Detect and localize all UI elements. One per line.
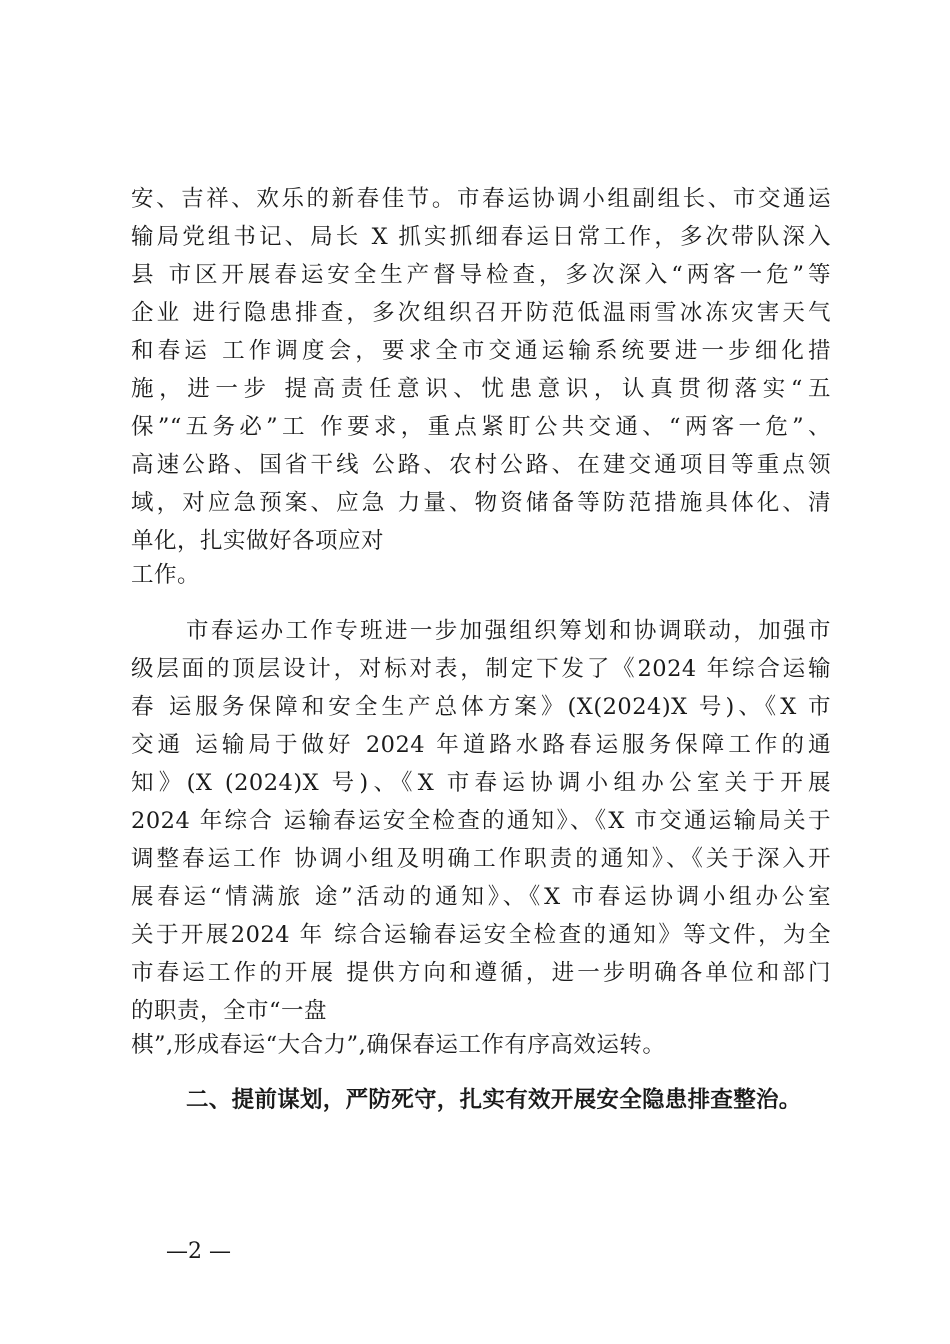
text-line: 交通 运输局于做好 2024 年道路水路春运服务保障工作的通 <box>131 732 831 758</box>
text-line: 域，对应急预案、应急 力量、物资储备等防范措施具体化、清 <box>131 490 831 516</box>
text-line: 安、吉祥、欢乐的新春佳节。市春运协调小组副组长、市交通运 <box>131 186 831 212</box>
page-number: —2 — <box>166 1239 231 1264</box>
text-line: 施，进一步 提高责任意识、忧患意识，认真贯彻落实“五 <box>131 376 831 402</box>
text-line: 输局党组书记、局长 X 抓实抓细春运日常工作，多次带队深入 <box>131 224 831 250</box>
text-line: 市春运办工作专班进一步加强组织筹划和协调联动，加强市 <box>186 618 831 644</box>
text-line: 关于开展2024 年 综合运输春运安全检查的通知》等文件，为全 <box>131 922 831 948</box>
text-line: 棋”,形成春运“大合力”,确保春运工作有序高效运转。 <box>131 1032 666 1058</box>
text-line: 市春运工作的开展 提供方向和遵循，进一步明确各单位和部门 <box>131 960 831 986</box>
text-line: 级层面的顶层设计，对标对表，制定下发了《2024 年综合运输 <box>131 656 831 682</box>
text-line: 春 运服务保障和安全生产总体方案》(X(2024)X 号)、《X 市 <box>131 694 831 720</box>
text-line: 展春运“情满旅 途”活动的通知》、《X 市春运协调小组办公室 <box>131 884 831 910</box>
text-line: 2024 年综合 运输春运安全检查的通知》、《X 市交通运输局关于 <box>131 808 831 834</box>
text-line: 的职责，全市“一盘 <box>131 998 328 1024</box>
section-heading: 二、提前谋划，严防死守，扎实有效开展安全隐患排查整治。 <box>186 1087 802 1113</box>
text-line: 高速公路、国省干线 公路、农村公路、在建交通项目等重点领 <box>131 452 831 478</box>
text-line: 和春运 工作调度会，要求全市交通运输系统要进一步细化措 <box>131 338 831 364</box>
text-line: 知》(X (2024)X 号)、《X 市春运协调小组办公室关于开展 <box>131 770 831 796</box>
text-line: 保”“五务必”工 作要求，重点紧盯公共交通、“两客一危”、 <box>131 414 831 440</box>
text-line: 工作。 <box>131 562 201 588</box>
text-line: 调整春运工作 协调小组及明确工作职责的通知》、《关于深入开 <box>131 846 831 872</box>
text-line: 企业 进行隐患排查，多次组织召开防范低温雨雪冰冻灾害天气 <box>131 300 831 326</box>
text-line: 单化，扎实做好各项应对 <box>131 528 385 554</box>
text-line: 县 市区开展春运安全生产督导检查，多次深入“两客一危”等 <box>131 262 831 288</box>
